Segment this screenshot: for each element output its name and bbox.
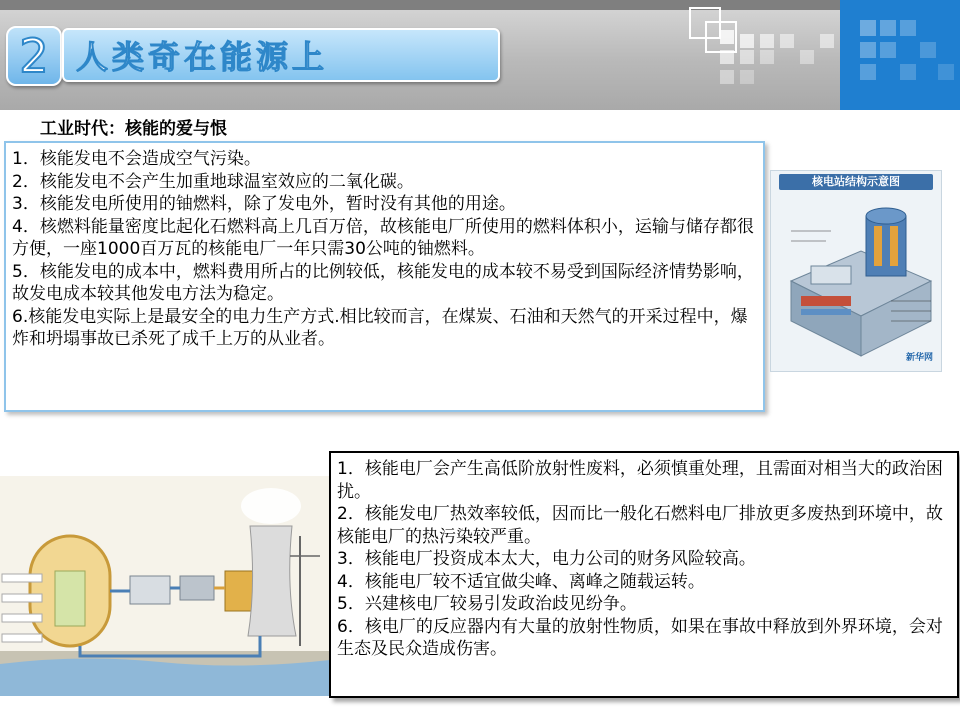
advantages-box [4, 141, 765, 412]
advantage-item: 1．核能发电不会造成空气污染。 [12, 149, 261, 169]
disadvantages-box [329, 451, 959, 698]
advantage-item: 4．核燃料能量密度比起化石燃料高上几百万倍，故核能电厂所使用的燃料体积小，运输与储存都很方便，一座1000百万瓦的核能电厂一年只需30公吨的铀燃料。 [12, 216, 754, 259]
watermark: 新华网 [905, 353, 933, 363]
nuclear-plant-structure-diagram [770, 170, 942, 372]
advantage-item: 6.核能发电实际上是最安全的电力生产方式.相比较而言，在煤炭、石油和天然气的开采过程中，爆炸和坍塌事故已杀死了成千上万的从业者。 [12, 306, 748, 349]
decorative-squares [680, 0, 960, 110]
section-number: 2 [19, 29, 49, 83]
disadvantage-item: 3．核能电厂投资成本太大，电力公司的财务风险较高。 [337, 549, 756, 569]
power-plant-process-diagram [0, 476, 330, 696]
disadvantage-item: 1．核能电厂会产生高低阶放射性废料，必须慎重处理，且需面对相当大的政治困扰。 [337, 459, 943, 502]
disadvantage-item: 6．核电厂的反应器内有大量的放射性物质，如果在事故中释放到外界环境，会对生态及民众造成伤害。 [337, 616, 943, 659]
advantage-item: 5．核能发电的成本中，燃料费用所占的比例较低，核能发电的成本较不易受到国际经济情势影响，故发电成本较其他发电方法为稳定。 [12, 261, 754, 304]
disadvantage-item: 2．核能发电厂热效率较低，因而比一般化石燃料电厂排放更多废热到环境中，故核能电厂的热污染较严重。 [337, 504, 943, 547]
power-plant-illustration [0, 476, 330, 696]
section-number-badge [6, 26, 62, 86]
disadvantage-item: 5．兴建核电厂较易引发政治歧见纷争。 [337, 594, 637, 614]
disadvantage-item: 4．核能电厂较不适宜做尖峰、离峰之随载运转。 [337, 571, 705, 592]
advantage-item: 2．核能发电不会产生加重地球温室效应的二氧化碳。 [12, 171, 414, 192]
plant-cutaway-illustration [771, 171, 941, 371]
section-title-box [62, 28, 500, 82]
diagram-title: 核电站结构示意图 [779, 174, 933, 190]
subtitle: 工业时代：核能的爱与恨 [40, 119, 227, 139]
advantage-item: 3．核能发电所使用的铀燃料，除了发电外，暂时没有其他的用途。 [12, 194, 516, 214]
section-title: 人类奇在能源上 [76, 38, 329, 76]
